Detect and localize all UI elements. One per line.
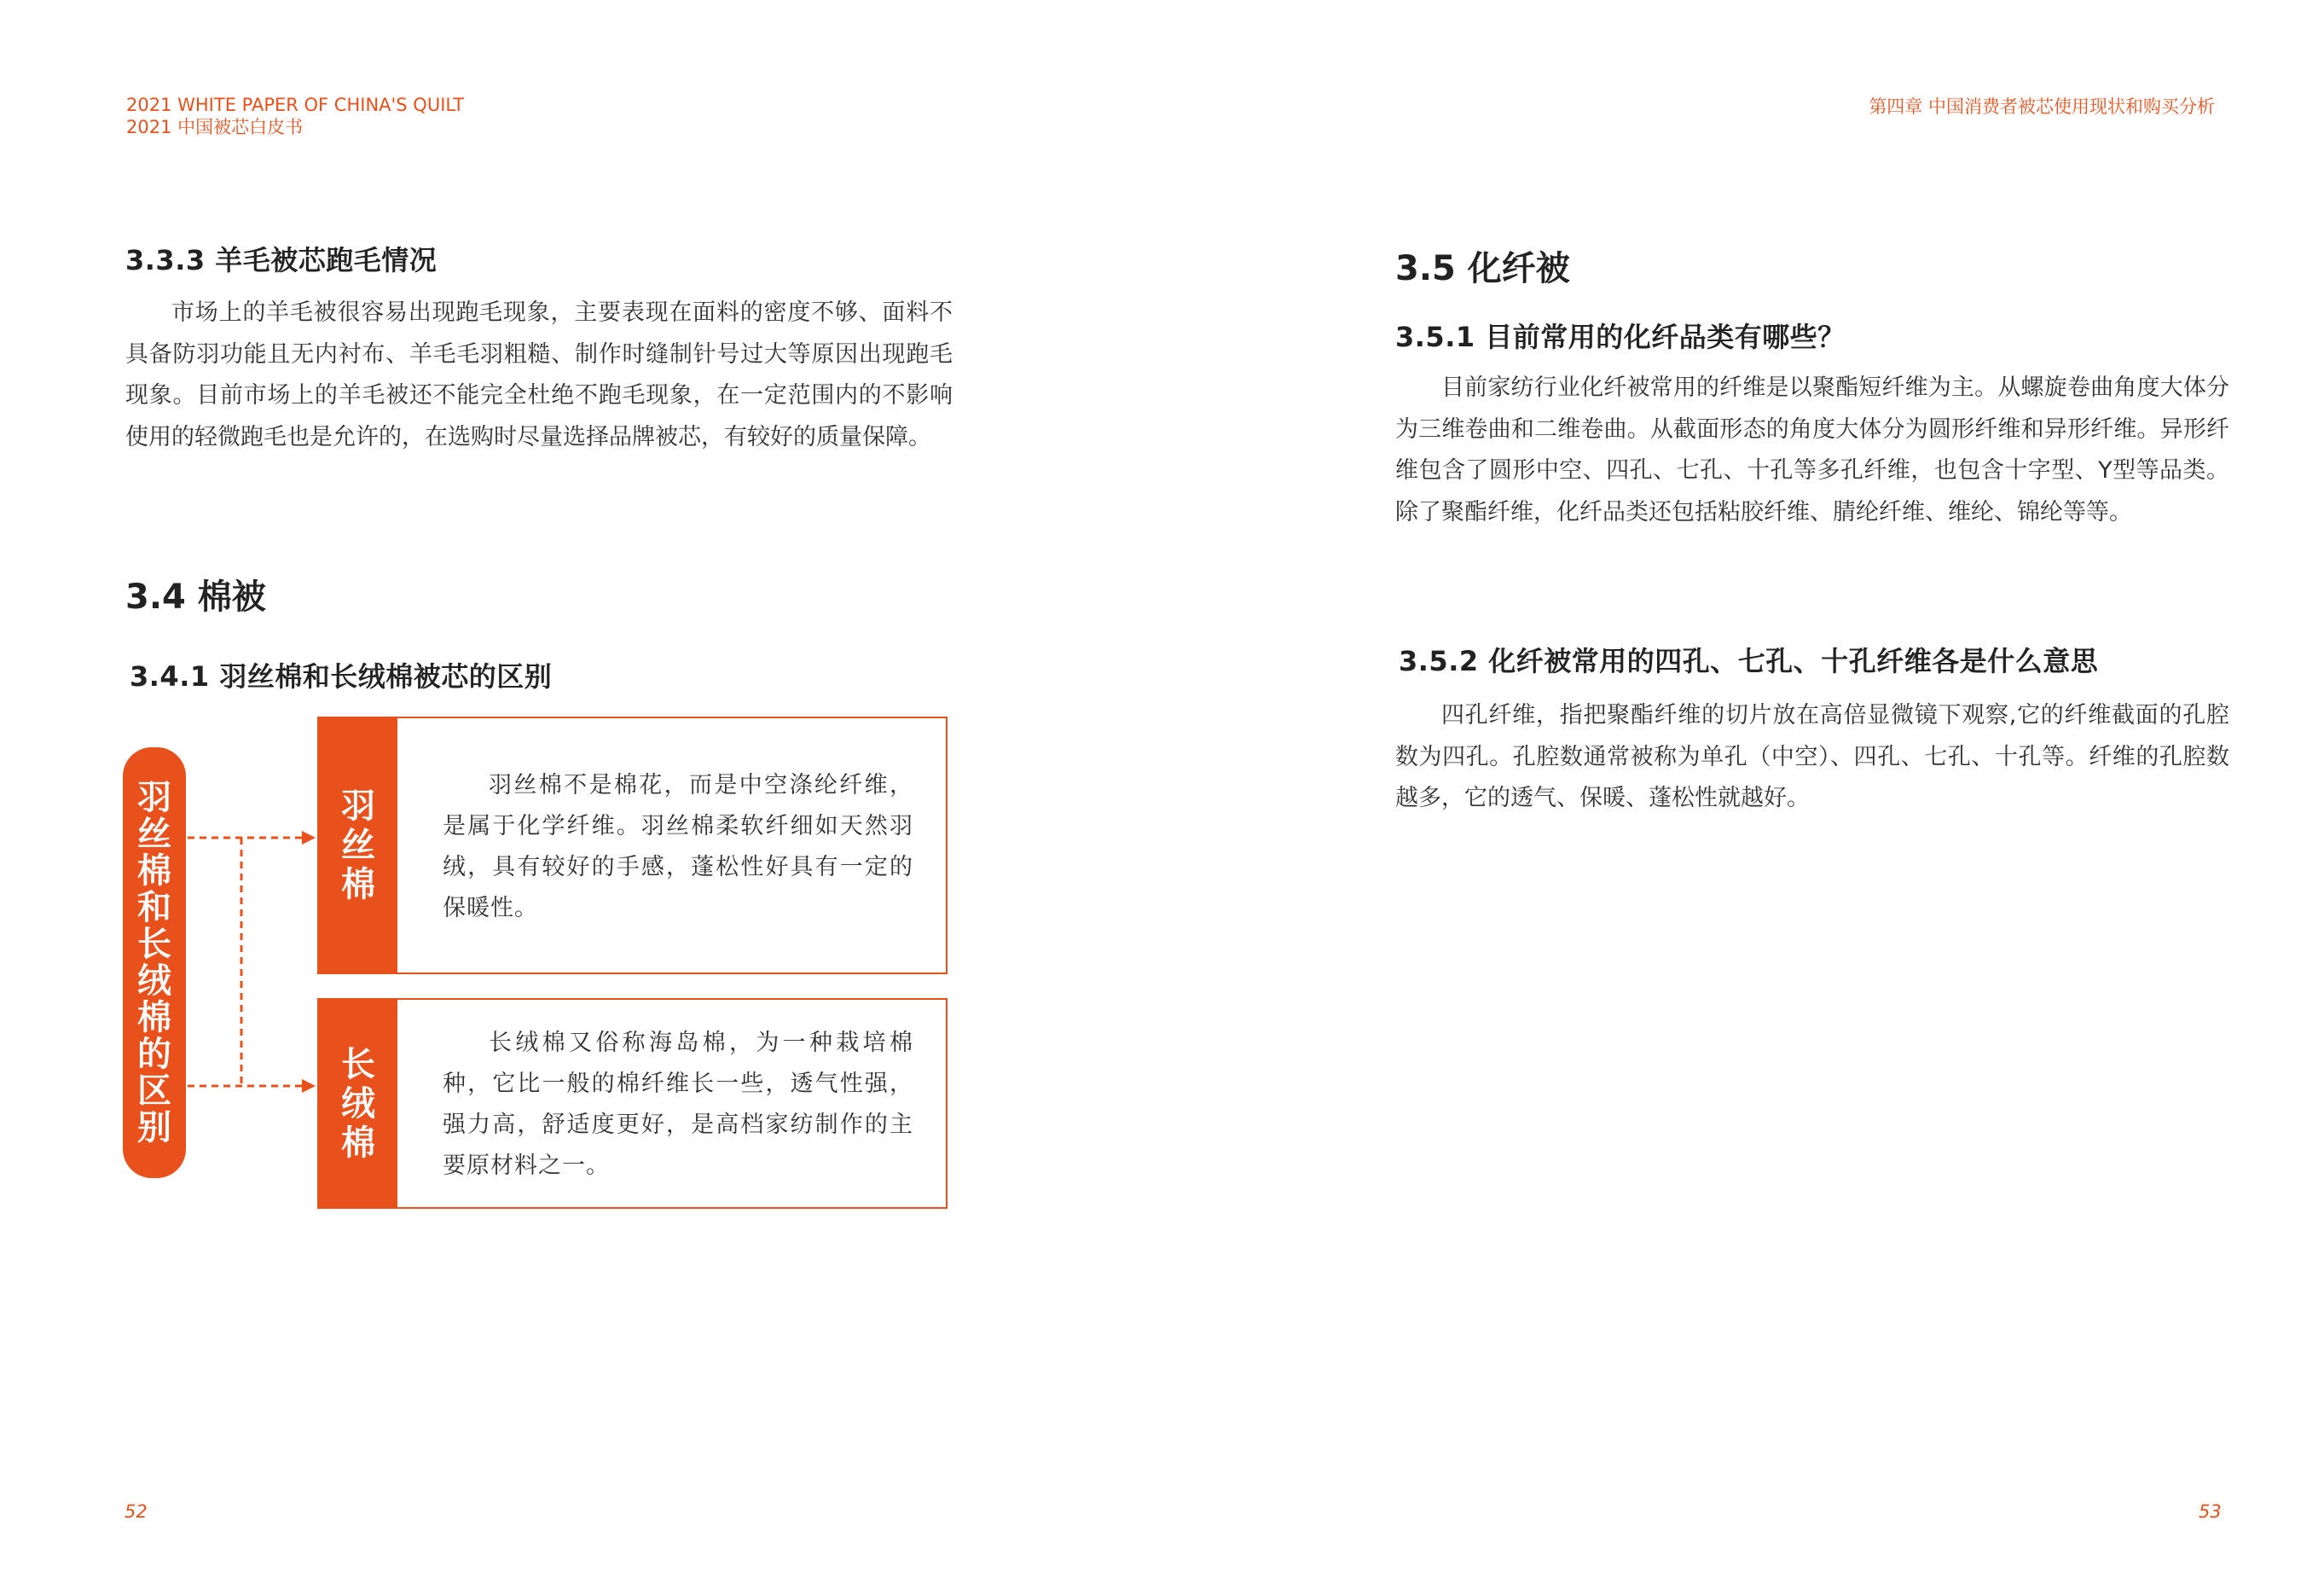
pill-char: 区 bbox=[137, 1071, 171, 1111]
pill-char: 长 bbox=[137, 924, 171, 964]
box-label-polyester bbox=[319, 718, 397, 972]
section-3-5-2-text: 四孔纤维，指把聚酯纤维的切片放在高倍显微镜下观察,它的纤维截面的孔腔数为四孔。孔腔数通常被称为单孔（中空）、四孔、七孔、十孔等。纤维的孔腔数越多，它的透气、保暖、蓬松性就越好。 bbox=[1395, 702, 2229, 811]
header-title-cn: 2021 中国被芯白皮书 bbox=[126, 117, 304, 137]
pill-char: 棉 bbox=[137, 997, 171, 1037]
header-left bbox=[126, 94, 464, 138]
comparison-pill bbox=[123, 747, 186, 1178]
pill-char: 的 bbox=[137, 1034, 171, 1074]
pill-char: 羽 bbox=[137, 777, 171, 817]
header-chapter: 第四章 中国消费者被芯使用现状和购买分析 bbox=[1869, 96, 2215, 117]
label-char: 棉 bbox=[341, 1123, 375, 1163]
page-number-left: 52 bbox=[125, 1501, 148, 1522]
section-3-3-3-text: 市场上的羊毛被很容易出现跑毛现象，主要表现在面料的密度不够、面料不具备防羽功能且无内衬布、羊毛毛羽粗糙、制作时缝制针号过大等原因出现跑毛现象。目前市场上的羊毛被还不能完全杜绝不跑毛现象，在一定范围内的不影响使用的轻微跑毛也是允许的，在选购时尽量选择品牌被芯，有较好的质量保障。 bbox=[125, 299, 953, 450]
section-3-4-1-title: 3.4.1 羽丝棉和长绒棉被芯的区别 bbox=[130, 660, 553, 693]
section-3-5-1-title: 3.5.1 目前常用的化纤品类有哪些？ bbox=[1395, 321, 1846, 353]
box-text-cotton: 长绒棉又俗称海岛棉，为一种栽培棉种，它比一般的棉纤维长一些，透气性强，强力高，舒适度更好，是高档家纺制作的主要原材料之一。 bbox=[443, 1030, 913, 1179]
label-char: 棉 bbox=[341, 865, 375, 904]
page-number-right: 53 bbox=[2199, 1501, 2222, 1522]
label-char: 绒 bbox=[341, 1083, 375, 1123]
label-char: 长 bbox=[341, 1044, 375, 1084]
section-3-4-title: 3.4 棉被 bbox=[125, 578, 266, 617]
pill-char: 别 bbox=[137, 1107, 171, 1147]
pill-char: 丝 bbox=[137, 814, 171, 854]
section-3-5-1-text: 目前家纺行业化纤被常用的纤维是以聚酯短纤维为主。从螺旋卷曲角度大体分为三维卷曲和二维卷曲。从截面形态的角度大体分为圆形纤维和异形纤维。异形纤维包含了圆形中空、四孔、七孔、十孔等多孔纤维，也包含十字型、Y型等品类。除了聚酯纤维，化纤品类还包括粘胶纤维、腈纶纤维、维纶、锦纶等等。 bbox=[1395, 374, 2229, 525]
pill-char: 和 bbox=[137, 887, 171, 927]
pill-char: 绒 bbox=[137, 961, 171, 1001]
arrow-head-top-icon bbox=[302, 831, 316, 845]
arrow-head-bottom-icon bbox=[302, 1079, 316, 1093]
header-title-en: 2021 WHITE PAPER OF CHINA'S QUILT bbox=[126, 95, 465, 115]
section-3-5-2-title: 3.5.2 化纤被常用的四孔、七孔、十孔纤维各是什么意思 bbox=[1399, 645, 2099, 677]
label-char: 丝 bbox=[341, 826, 375, 865]
box-text-polyester: 羽丝棉不是棉花，而是中空涤纶纤维，是属于化学纤维。羽丝棉柔软纤细如天然羽绒，具有较好的手感，蓬松性好具有一定的保暖性。 bbox=[443, 772, 913, 921]
label-char: 羽 bbox=[341, 787, 375, 826]
box-long-staple-cotton bbox=[317, 998, 948, 1209]
connector-arrows bbox=[186, 819, 322, 1126]
box-label-cotton bbox=[319, 1000, 397, 1207]
section-3-5-title: 3.5 化纤被 bbox=[1395, 249, 1570, 288]
pill-char: 棉 bbox=[137, 851, 171, 891]
section-3-3-3-title: 3.3.3 羊毛被芯跑毛情况 bbox=[125, 244, 438, 276]
box-polyester-fiber bbox=[317, 717, 948, 974]
